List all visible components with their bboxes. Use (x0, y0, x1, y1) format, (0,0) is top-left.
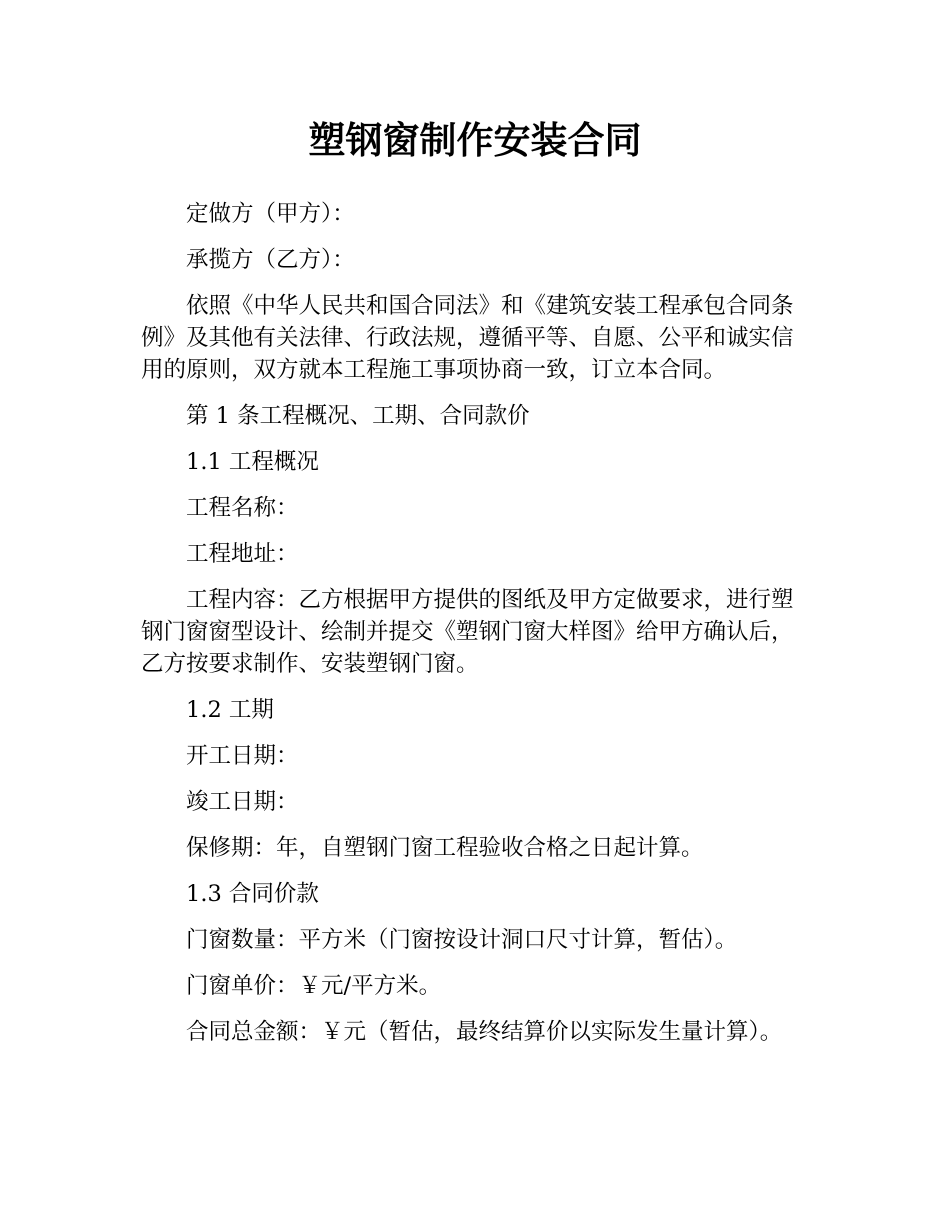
project-content-paragraph: 工程内容：乙方根据甲方提供的图纸及甲方定做要求，进行塑钢门窗窗型设计、绘制并提交《塑钢门窗大样图》给甲方确认后，乙方按要求制作、安装塑钢门窗。 (141, 587, 794, 677)
section-1-2-heading: 1.2 工期 (186, 697, 274, 723)
article-1-heading: 第 1 条工程概况、工期、合同款价 (186, 403, 530, 429)
project-name-line: 工程名称： (186, 495, 299, 521)
window-quantity-line: 门窗数量：平方米（门窗按设计洞口尺寸计算，暂估）。 (186, 927, 738, 953)
warranty-line: 保修期：年，自塑钢门窗工程验收合格之日起计算。 (186, 835, 704, 861)
document-title: 塑钢窗制作安装合同 (308, 119, 642, 162)
party-a-line: 定做方（甲方）： (186, 201, 355, 227)
party-b-line: 承揽方（乙方）： (186, 247, 355, 273)
window-unit-price-line: 门窗单价：￥元/平方米。 (186, 973, 442, 999)
completion-date-line: 竣工日期： (186, 789, 299, 815)
preamble-paragraph: 依照《中华人民共和国合同法》和《建筑安装工程承包合同条例》及其他有关法律、行政法规，遵循平等、自愿、公平和诚实信用的原则，双方就本工程施工事项协商一致，订立本合同。 (141, 293, 794, 383)
project-address-line: 工程地址： (186, 541, 299, 567)
document-body (141, 198, 813, 1062)
section-1-1-heading: 1.1 工程概况 (186, 449, 319, 475)
total-amount-paragraph: 合同总金额：￥元（暂估，最终结算价以实际发生量计算）。 (186, 1019, 783, 1045)
section-1-3-heading: 1.3 合同价款 (186, 881, 319, 907)
start-date-line: 开工日期： (186, 743, 299, 769)
